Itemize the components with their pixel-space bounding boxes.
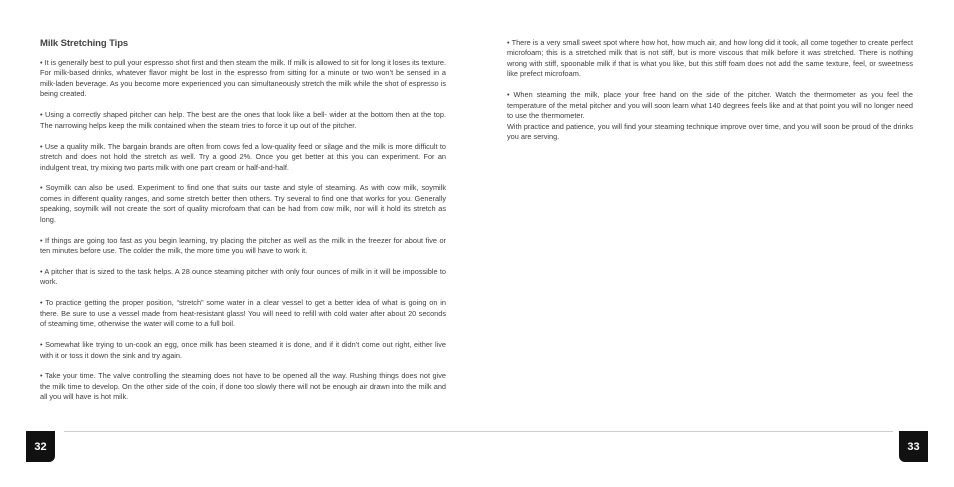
section-heading: Milk Stretching Tips (40, 38, 129, 49)
tip-paragraph: • Soymilk can also be used. Experiment to find one that suits our taste and style of steaming. As with cow milk, soymilk comes in different quality ranges, and some stretch better then others. Try several to find one that works for you. Generally speaking, soymilk will not create the sort of quality microfoam that can be had from cow milk, nor will it hold its stretch as long. (40, 183, 446, 224)
tip-paragraph: • Somewhat like trying to un-cook an egg, once milk has been steamed it is done, and if it didn’t come out right, either live with it or toss it down the sink and try again. (40, 340, 446, 360)
tip-paragraph: • Take your time. The valve controlling the steaming does not have to be opened all the way. Rushing things does not give the milk time to develop. On the other side of the coin, if done too slowly there will not be enough air drawn into the milk and all you will have is hot milk. (40, 371, 446, 402)
tip-paragraph: • When steaming the milk, place your free hand on the side of the pitcher. Watch the thermometer as you feel the temperature of the metal pitcher and you will soon learn what 140 degrees feels like and at that point you will no longer need to use the thermometer. (507, 90, 913, 121)
tip-paragraph: • A pitcher that is sized to the task helps. A 28 ounce steaming pitcher with only four ounces of milk in it will be impossible to work. (40, 266, 446, 287)
right-page-body (507, 38, 913, 143)
tip-paragraph: • There is a very small sweet spot where how hot, how much air, and how long did it took, all come together to create perfect microfoam; this is a stretched milk that is not stiff, but is more viscous that milk before it was stretched. There is nothing wrong with stiff, spoonable milk if that is what you like, but this stiff foam does not add the same texture, feel, or sweetness like prefect microfoam. (507, 38, 913, 79)
tip-paragraph: • It is generally best to pull your espresso shot first and then steam the milk. If milk is allowed to sit for long it loses its texture. For milk-based drinks, whatever flavor might be lost in the espresso from sitting for a minute or two won’t be sensed in a milk-laden beverage. As you become more experienced you can simultaneously stretch the milk while the shot of espresso is being created. (40, 58, 446, 99)
footer-divider (477, 431, 893, 432)
right-page (477, 0, 954, 487)
closing-paragraph: With practice and patience, you will find your steaming technique improve over time, and you will soon be proud of the drinks you are serving. (507, 121, 913, 142)
page-number-badge: 32 (26, 431, 55, 462)
page-number-badge: 33 (899, 431, 928, 462)
tip-paragraph: • Use a quality milk. The bargain brands are often from cows fed a low-quality feed or silage and the milk is more difficult to stretch and does not hold the stretch as well. Try a good 2%. Once you get better at this you can experiment. For an indulgent treat, try mixing two parts milk with one part cream or half-and-half. (40, 141, 446, 172)
tip-paragraph: • Using a correctly shaped pitcher can help. The best are the ones that look like a bell- wider at the bottom then at the top. The narrowing helps keep the milk contained when the steam tries to force it up out of the pitcher. (40, 110, 446, 130)
tip-paragraph: • To practice getting the proper position, “stretch” some water in a clear vessel to get a better idea of what is going on in there. Be sure to use a vessel made from heat-resistant glass! You will need to refill with cold water after about 20 seconds of steaming time, otherwise the water will come to a full boil. (40, 298, 446, 329)
footer-divider (64, 431, 477, 432)
tip-paragraph: • If things are going too fast as you begin learning, try placing the pitcher as well as the milk in the freezer for about five or ten minutes before use. The colder the milk, the more time you will have to work it. (40, 235, 446, 256)
left-page-body (40, 58, 446, 403)
